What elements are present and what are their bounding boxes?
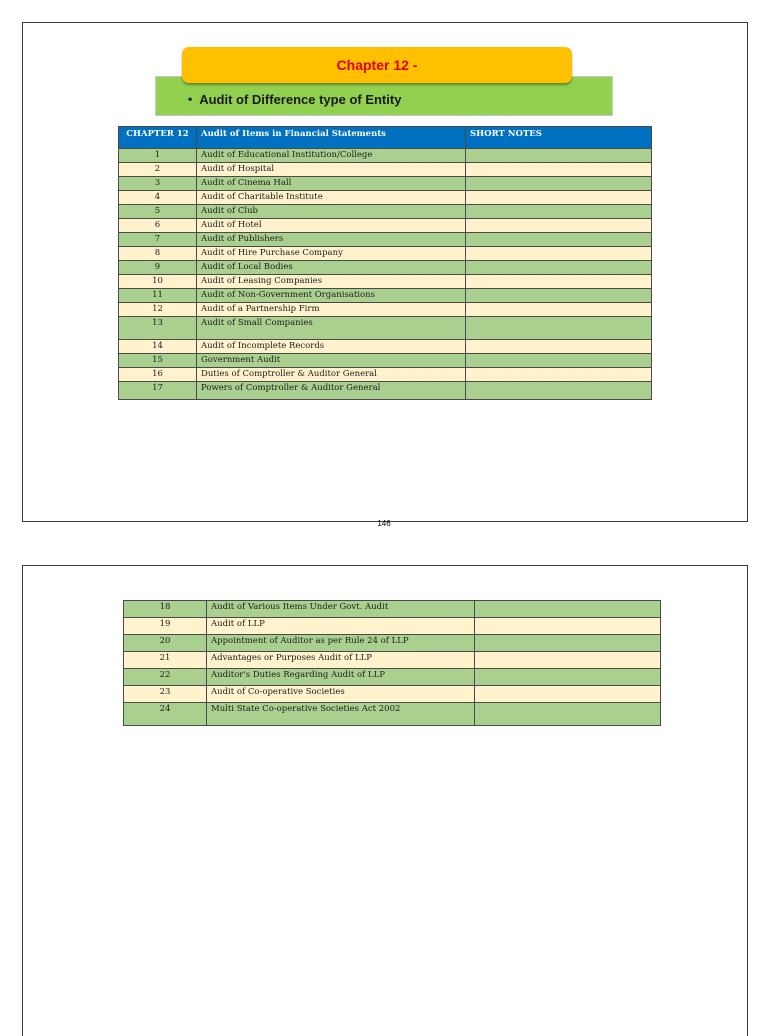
row-item: Government Audit (197, 354, 466, 368)
row-item: Audit of Publishers (197, 233, 466, 247)
header-items: Audit of Items in Financial Statements (197, 127, 466, 149)
row-item: Audit of Non-Government Organisations (197, 289, 466, 303)
row-number: 21 (124, 652, 207, 669)
row-short-notes (466, 163, 652, 177)
document-page-2 (22, 565, 748, 1036)
row-number: 11 (119, 289, 197, 303)
document-page-1 (22, 22, 748, 522)
chapter-subtitle: Audit of Difference type of Entity (199, 91, 402, 107)
row-number: 9 (119, 261, 197, 275)
row-number: 16 (119, 368, 197, 382)
row-short-notes (466, 382, 652, 400)
row-number: 22 (124, 669, 207, 686)
row-item: Audit of Small Companies (197, 317, 466, 340)
table-row (119, 149, 652, 163)
row-short-notes (475, 669, 661, 686)
row-short-notes (466, 275, 652, 289)
table-row (119, 233, 652, 247)
row-short-notes (466, 261, 652, 275)
row-item: Multi State Co-operative Societies Act 2002 (207, 703, 475, 726)
row-short-notes (466, 247, 652, 261)
row-number: 12 (119, 303, 197, 317)
table-row (124, 652, 661, 669)
row-item: Audit of a Partnership Firm (197, 303, 466, 317)
row-short-notes (466, 368, 652, 382)
row-short-notes (475, 618, 661, 635)
table-header-row (119, 127, 652, 149)
row-item: Audit of Club (197, 205, 466, 219)
chapter-title: Chapter 12 - (336, 57, 418, 73)
table-row (119, 177, 652, 191)
row-item: Audit of Hire Purchase Company (197, 247, 466, 261)
row-item: Audit of Local Bodies (197, 261, 466, 275)
row-number: 19 (124, 618, 207, 635)
row-item: Audit of Various Items Under Govt. Audit (207, 601, 475, 618)
row-short-notes (475, 601, 661, 618)
header-short-notes: SHORT NOTES (466, 127, 652, 149)
table-row (119, 317, 652, 340)
row-short-notes (466, 317, 652, 340)
table-row (124, 618, 661, 635)
row-item: Advantages or Purposes Audit of LLP (207, 652, 475, 669)
row-item: Appointment of Auditor as per Rule 24 of LLP (207, 635, 475, 652)
row-number: 6 (119, 219, 197, 233)
header-chapter: CHAPTER 12 (119, 127, 197, 149)
row-item: Audit of Co-operative Societies (207, 686, 475, 703)
topics-table-part-2 (123, 600, 661, 726)
row-number: 2 (119, 163, 197, 177)
row-number: 24 (124, 703, 207, 726)
table-row (119, 354, 652, 368)
row-item: Audit of Charitable Institute (197, 191, 466, 205)
row-short-notes (466, 354, 652, 368)
row-short-notes (466, 219, 652, 233)
topics-table-part-1 (118, 126, 652, 400)
row-number: 17 (119, 382, 197, 400)
row-short-notes (466, 149, 652, 163)
row-item: Audit of Educational Institution/College (197, 149, 466, 163)
row-number: 8 (119, 247, 197, 261)
row-number: 10 (119, 275, 197, 289)
table-row (119, 382, 652, 400)
row-item: Audit of Incomplete Records (197, 340, 466, 354)
row-item: Audit of Hospital (197, 163, 466, 177)
table-row (124, 703, 661, 726)
row-number: 18 (124, 601, 207, 618)
table-row (119, 205, 652, 219)
row-short-notes (466, 303, 652, 317)
table-row (124, 635, 661, 652)
table-row (119, 340, 652, 354)
table-row (119, 275, 652, 289)
row-number: 5 (119, 205, 197, 219)
table-row (119, 191, 652, 205)
row-number: 14 (119, 340, 197, 354)
table-row (119, 219, 652, 233)
row-item: Duties of Comptroller & Auditor General (197, 368, 466, 382)
row-short-notes (466, 191, 652, 205)
row-number: 1 (119, 149, 197, 163)
table-row (119, 261, 652, 275)
row-short-notes (475, 652, 661, 669)
page-number: 146 (377, 519, 391, 528)
row-item: Audit of Leasing Companies (197, 275, 466, 289)
row-short-notes (466, 233, 652, 247)
row-number: 3 (119, 177, 197, 191)
row-number: 20 (124, 635, 207, 652)
row-number: 23 (124, 686, 207, 703)
row-item: Auditor's Duties Regarding Audit of LLP (207, 669, 475, 686)
table-row (124, 686, 661, 703)
table-row (119, 163, 652, 177)
row-number: 13 (119, 317, 197, 340)
table-row (124, 669, 661, 686)
bullet-icon: • (188, 92, 193, 106)
row-short-notes (466, 340, 652, 354)
row-number: 15 (119, 354, 197, 368)
table-row (119, 303, 652, 317)
table-row (119, 289, 652, 303)
row-short-notes (475, 686, 661, 703)
row-short-notes (475, 635, 661, 652)
table-row (124, 601, 661, 618)
row-number: 4 (119, 191, 197, 205)
row-short-notes (475, 703, 661, 726)
row-number: 7 (119, 233, 197, 247)
row-short-notes (466, 289, 652, 303)
table-row (119, 247, 652, 261)
row-item: Audit of Hotel (197, 219, 466, 233)
row-item: Audit of LLP (207, 618, 475, 635)
table-row (119, 368, 652, 382)
chapter-title-banner (182, 47, 572, 83)
row-short-notes (466, 177, 652, 191)
row-item: Powers of Comptroller & Auditor General (197, 382, 466, 400)
row-item: Audit of Cinema Hall (197, 177, 466, 191)
row-short-notes (466, 205, 652, 219)
